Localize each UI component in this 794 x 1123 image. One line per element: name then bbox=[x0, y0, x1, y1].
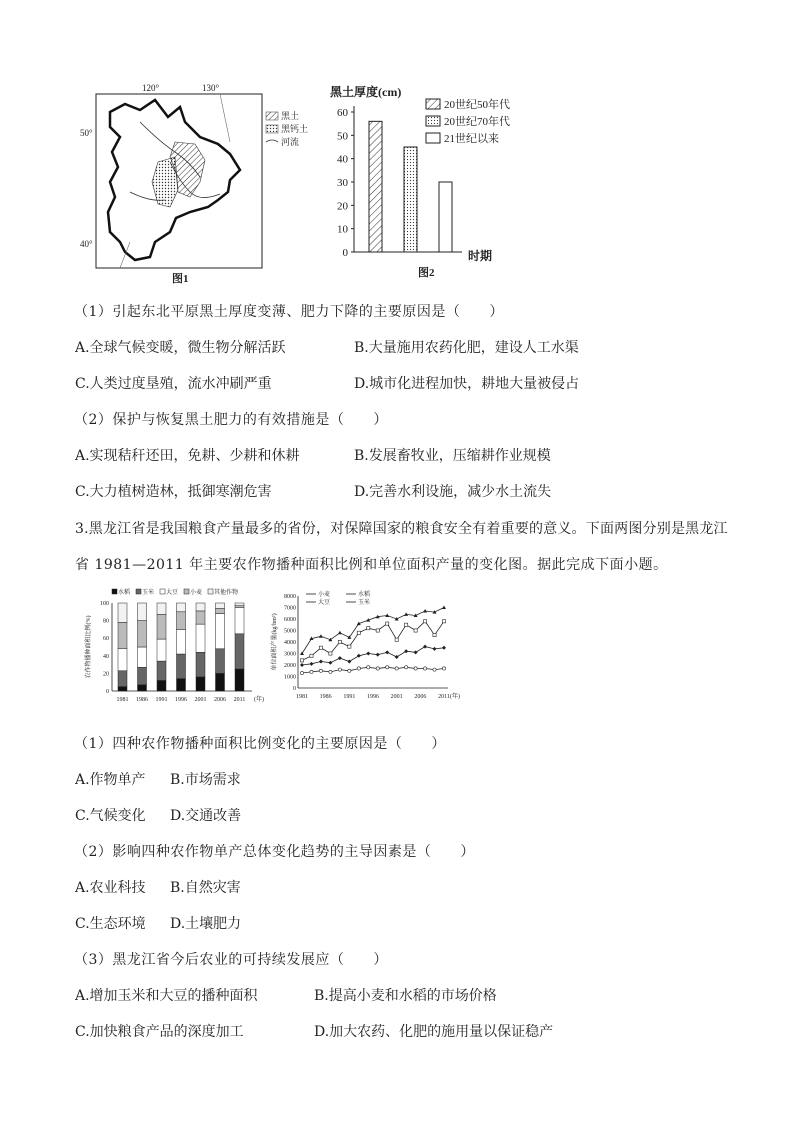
bar-segment bbox=[196, 652, 205, 677]
data-point bbox=[300, 663, 304, 667]
lat-label: 50° bbox=[80, 128, 93, 138]
option-b: B.提高小麦和水稻的市场价格 bbox=[314, 988, 497, 1004]
y-tick-label: 100 bbox=[100, 601, 109, 607]
legend-label: 20世纪70年代 bbox=[444, 116, 510, 128]
data-point bbox=[348, 669, 351, 672]
bar-segment bbox=[157, 603, 166, 614]
question-1-2: （2）保护与恢复黑土肥力的有效措施是（ ） bbox=[74, 412, 388, 428]
x-tick-label: 1986 bbox=[136, 697, 148, 703]
data-point bbox=[405, 666, 408, 669]
x-axis-label: (年) bbox=[450, 694, 460, 700]
x-tick-label: 1981 bbox=[296, 694, 308, 700]
y-tick-label: 8000 bbox=[284, 594, 296, 600]
option-b: B.自然灾害 bbox=[170, 880, 241, 896]
legend-river-symbol bbox=[266, 140, 278, 142]
legend-label: 大豆 bbox=[166, 590, 179, 596]
legend-label: 黑钙土 bbox=[281, 124, 309, 134]
question-3-intro: 3.黑龙江省是我国粮食产量最多的省份，对保障国家的粮食安全有着重要的意义。下面两图分别是黑龙江 bbox=[75, 521, 728, 537]
y-tick-label: 10 bbox=[337, 223, 348, 236]
option-b: B.市场需求 bbox=[170, 772, 241, 788]
legend-label: 小麦 bbox=[318, 592, 331, 598]
bar-segment bbox=[138, 621, 147, 647]
data-point bbox=[442, 667, 445, 670]
option-c: C.大力植树造林，抵御寒潮危害 bbox=[75, 484, 272, 500]
data-point bbox=[319, 660, 323, 664]
legend-swatch-black-soil bbox=[266, 112, 278, 120]
option-b: B.大量施用农药化肥，建设人工水渠 bbox=[354, 340, 579, 356]
bar-segment bbox=[157, 680, 166, 691]
data-point bbox=[347, 660, 351, 664]
question-3-3: （3）黑龙江省今后农业的可持续发展应（ ） bbox=[74, 952, 388, 968]
option-d: D.城市化进程加快，耕地大量被侵占 bbox=[354, 376, 580, 392]
data-point bbox=[348, 645, 351, 648]
legend-swatch bbox=[112, 589, 117, 594]
bar-segment bbox=[157, 614, 166, 639]
x-tick-label: 2006 bbox=[214, 697, 226, 703]
data-point bbox=[423, 620, 426, 623]
figure-caption: 图2 bbox=[418, 267, 435, 279]
legend-swatch bbox=[136, 589, 141, 594]
y-tick-label: 6000 bbox=[284, 617, 296, 623]
y-tick-label: 0 bbox=[106, 689, 109, 695]
legend-label: 20世纪50年代 bbox=[444, 99, 510, 111]
legend-label: 水稻 bbox=[118, 590, 131, 596]
legend-swatch bbox=[426, 99, 440, 109]
bar-segment bbox=[196, 611, 205, 624]
bar-segment bbox=[216, 614, 225, 649]
series-line bbox=[302, 667, 444, 673]
legend-label: 黑土 bbox=[281, 111, 300, 121]
data-point bbox=[414, 650, 418, 654]
x-tick-label: 2001 bbox=[390, 694, 403, 700]
data-point bbox=[433, 634, 436, 637]
data-point bbox=[395, 638, 398, 641]
data-point bbox=[329, 670, 332, 673]
bar-segment bbox=[138, 647, 147, 667]
data-point bbox=[442, 620, 445, 623]
data-point bbox=[309, 662, 313, 666]
option-c: C.人类过度垦殖，流水冲刷严重 bbox=[75, 376, 272, 392]
legend-label: 河流 bbox=[281, 137, 300, 147]
data-point bbox=[442, 646, 446, 650]
data-point bbox=[310, 654, 313, 657]
bar-segment bbox=[216, 649, 225, 674]
legend-label: 21世纪以来 bbox=[444, 133, 499, 145]
data-point bbox=[300, 659, 303, 662]
legend-label: 水稻 bbox=[358, 592, 371, 598]
x-tick-label: 1991 bbox=[155, 697, 168, 703]
bar-segment bbox=[196, 677, 205, 691]
y-tick-label: 50 bbox=[337, 130, 348, 143]
option-a: A.实现秸秆还田，免耕、少耕和休耕 bbox=[75, 448, 300, 464]
bar-segment bbox=[235, 603, 244, 606]
bar-segment bbox=[118, 649, 127, 671]
y-tick-label: 40 bbox=[337, 153, 348, 166]
bar-segment bbox=[196, 603, 205, 611]
data-point bbox=[338, 631, 342, 635]
data-point bbox=[367, 627, 370, 630]
lat-label: 40° bbox=[80, 239, 93, 249]
legend-label: 小麦 bbox=[190, 590, 203, 596]
legend-swatch bbox=[184, 589, 189, 594]
option-a: A.作物单产 bbox=[75, 772, 146, 788]
bar bbox=[439, 182, 452, 252]
bar-segment bbox=[157, 639, 166, 661]
data-point bbox=[386, 622, 389, 625]
option-c: C.生态环境 bbox=[75, 916, 146, 932]
bar bbox=[369, 121, 382, 252]
data-point bbox=[338, 656, 342, 660]
y-axis-label: 农作物播种面积比例(%) bbox=[86, 615, 92, 679]
data-point bbox=[357, 654, 361, 658]
data-point bbox=[366, 652, 370, 656]
x-tick-label: 1981 bbox=[116, 697, 129, 703]
data-point bbox=[319, 634, 323, 638]
legend-swatch bbox=[208, 589, 213, 594]
legend-label: 其他作物 bbox=[214, 590, 239, 596]
option-b: B.发展畜牧业，压缩耕作业规模 bbox=[354, 448, 551, 464]
bar-segment bbox=[177, 629, 186, 654]
planting-area-chart bbox=[80, 586, 270, 712]
data-point bbox=[442, 606, 446, 610]
y-axis-label: 单位面积产量(kg/hm²) bbox=[272, 613, 278, 671]
question-3-1: （1）四种农作物播种面积比例变化的主要原因是（ ） bbox=[74, 736, 446, 752]
y-tick-label: 0 bbox=[293, 686, 296, 692]
x-tick-label: 1996 bbox=[175, 697, 187, 703]
option-c: C.加快粮食产品的深度加工 bbox=[75, 1024, 244, 1040]
legend-swatch bbox=[426, 116, 440, 126]
data-point bbox=[395, 655, 399, 659]
data-point bbox=[414, 667, 417, 670]
y-axis-label: 黑土厚度(cm) bbox=[330, 85, 402, 99]
y-tick-label: 60 bbox=[103, 636, 109, 643]
data-point bbox=[423, 645, 427, 649]
data-point bbox=[367, 666, 370, 669]
y-tick-label: 7000 bbox=[284, 605, 296, 612]
data-point bbox=[385, 650, 389, 654]
data-point bbox=[300, 671, 303, 674]
x-tick-label: 2011 bbox=[233, 697, 246, 703]
data-point bbox=[310, 670, 313, 673]
question-1-1: （1）引起东北平原黑土厚度变薄、肥力下降的主要原因是（ ） bbox=[74, 304, 504, 320]
y-tick-label: 30 bbox=[337, 177, 348, 189]
x-axis-label: (年) bbox=[254, 697, 264, 703]
bar-segment bbox=[235, 606, 244, 608]
lon-label: 120° bbox=[142, 83, 160, 93]
data-point bbox=[319, 669, 322, 672]
bar-segment bbox=[196, 624, 205, 652]
y-tick-label: 1000 bbox=[284, 674, 296, 681]
series-line bbox=[302, 608, 444, 654]
data-point bbox=[338, 668, 341, 671]
bar-segment bbox=[118, 671, 127, 687]
bar-segment bbox=[216, 673, 225, 691]
figure2-bar-chart bbox=[322, 80, 532, 285]
option-d: D.完善水利设施，减少水土流失 bbox=[354, 484, 552, 500]
bar-segment bbox=[138, 685, 147, 691]
data-point bbox=[405, 623, 408, 626]
yield-line-chart bbox=[268, 588, 468, 712]
data-point bbox=[386, 666, 389, 669]
data-point bbox=[376, 667, 379, 670]
question-3-intro: 省 1981—2011 年主要农作物播种面积比例和单位面积产量的变化图。据此完成下面小题。 bbox=[75, 557, 668, 573]
y-tick-label: 80 bbox=[103, 618, 109, 625]
bar-segment bbox=[177, 612, 186, 630]
legend-swatch bbox=[426, 133, 440, 143]
y-tick-label: 20 bbox=[103, 671, 109, 678]
x-tick-label: 1996 bbox=[367, 694, 379, 700]
data-point bbox=[395, 667, 398, 670]
data-point bbox=[328, 661, 332, 665]
y-tick-label: 20 bbox=[337, 200, 348, 213]
y-tick-label: 0 bbox=[342, 247, 348, 259]
legend-label: 大豆 bbox=[318, 600, 331, 606]
bar-segment bbox=[177, 654, 186, 679]
lon-label: 130° bbox=[202, 83, 220, 93]
bar-segment bbox=[157, 661, 166, 680]
data-point bbox=[423, 609, 427, 613]
option-d: D.交通改善 bbox=[170, 808, 242, 824]
bar-segment bbox=[235, 634, 244, 669]
x-tick-label: 2001 bbox=[194, 697, 207, 703]
bar-segment bbox=[235, 669, 244, 691]
question-3-2: （2）影响四种农作物单产总体变化趋势的主导因素是（ ） bbox=[74, 844, 475, 860]
data-point bbox=[357, 667, 360, 670]
option-c: C.气候变化 bbox=[75, 808, 146, 824]
y-tick-label: 60 bbox=[337, 107, 348, 119]
data-point bbox=[319, 646, 322, 649]
bar-segment bbox=[216, 608, 225, 613]
data-point bbox=[433, 647, 437, 651]
bar-segment bbox=[216, 603, 225, 608]
bar-segment bbox=[118, 622, 127, 648]
legend-label: 玉米 bbox=[358, 600, 371, 606]
x-tick-label: 2011 bbox=[438, 694, 450, 700]
data-point bbox=[376, 653, 380, 657]
bar-segment bbox=[235, 607, 244, 633]
bar-segment bbox=[138, 603, 147, 621]
data-point bbox=[423, 667, 426, 670]
option-a: A.全球气候变暖，微生物分解活跃 bbox=[75, 340, 286, 356]
y-tick-label: 5000 bbox=[284, 628, 296, 635]
series-line bbox=[302, 621, 444, 660]
y-tick-label: 40 bbox=[103, 653, 109, 660]
option-d: D.土壤肥力 bbox=[170, 916, 242, 932]
figure1-map bbox=[80, 82, 310, 287]
y-tick-label: 4000 bbox=[284, 640, 296, 646]
x-tick-label: 2006 bbox=[414, 694, 427, 700]
bar-segment bbox=[118, 603, 127, 622]
figure-caption: 图1 bbox=[172, 273, 189, 285]
legend-label: 玉米 bbox=[142, 590, 155, 596]
data-point bbox=[376, 629, 379, 632]
data-point bbox=[338, 640, 341, 643]
x-tick-label: 1991 bbox=[343, 694, 356, 700]
x-tick-label: 1986 bbox=[319, 694, 332, 700]
legend-swatch-chernozem bbox=[266, 125, 278, 133]
bar-segment bbox=[138, 667, 147, 685]
x-axis-label: 时期 bbox=[468, 249, 493, 263]
bar-segment bbox=[177, 679, 186, 691]
data-point bbox=[404, 649, 408, 653]
y-tick-label: 3000 bbox=[284, 651, 296, 658]
bar-segment bbox=[118, 687, 127, 691]
data-point bbox=[414, 629, 417, 632]
option-d: D.加大农药、化肥的施用量以保证稳产 bbox=[314, 1024, 554, 1040]
legend-swatch bbox=[160, 589, 165, 594]
data-point bbox=[404, 612, 408, 616]
y-tick-label: 2000 bbox=[284, 663, 296, 669]
data-point bbox=[433, 668, 436, 671]
bar bbox=[404, 147, 417, 252]
data-point bbox=[357, 631, 360, 634]
data-point bbox=[329, 652, 332, 655]
option-a: A.增加玉米和大豆的播种面积 bbox=[75, 988, 258, 1004]
option-a: A.农业科技 bbox=[75, 880, 146, 896]
bar-segment bbox=[177, 603, 186, 612]
